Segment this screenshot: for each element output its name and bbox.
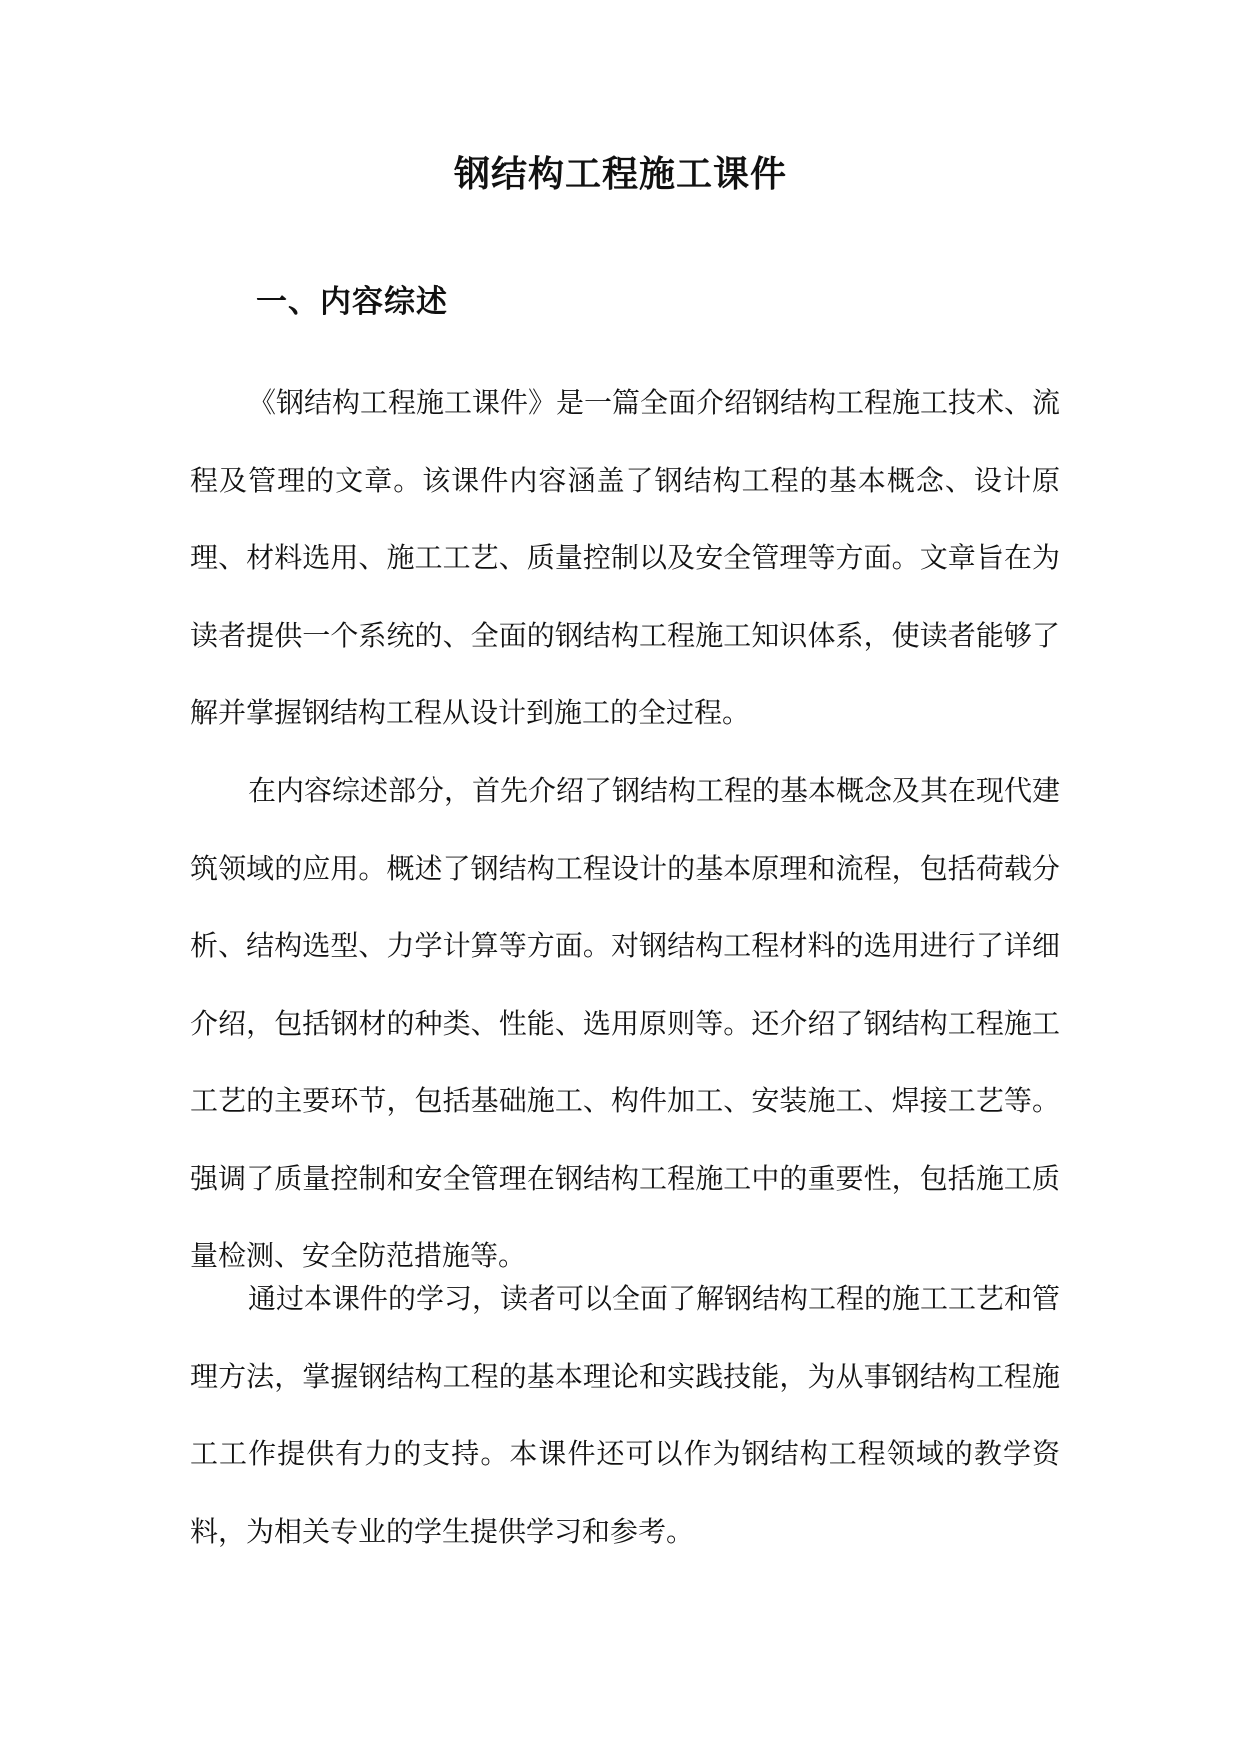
paragraph-3: 通过本课件的学习，读者可以全面了解钢结构工程的施工工艺和管理方法，掌握钢结构工程的基本理论和实践技能，为从事钢结构工程施工工作提供有力的支持。本课件还可以作为钢结构工程领域的教学资料，为相关专业的学生提供学习和参考。 [190, 1282, 1061, 1548]
section-heading: 一、内容综述 [256, 284, 448, 320]
paragraph-2: 在内容综述部分，首先介绍了钢结构工程的基本概念及其在现代建筑领域的应用。概述了钢结构工程设计的基本原理和流程，包括荷载分析、结构选型、力学计算等方面。对钢结构工程材料的选用进行了详细介绍，包括钢材的种类、性能、选用原则等。还介绍了钢结构工程施工工艺的主要环节，包括基础施工、构件加工、安装施工、焊接工艺等。强调了质量控制和安全管理在钢结构工程施工中的重要性，包括施工质量检测、安全防范措施等。 [190, 774, 1061, 1272]
paragraph-1: 《钢结构工程施工课件》是一篇全面介绍钢结构工程施工技术、流程及管理的文章。该课件内容涵盖了钢结构工程的基本概念、设计原理、材料选用、施工工艺、质量控制以及安全管理等方面。文章旨在为读者提供一个系统的、全面的钢结构工程施工知识体系，使读者能够了解并掌握钢结构工程从设计到施工的全过程。 [190, 386, 1061, 729]
document-title: 钢结构工程施工课件 [453, 154, 787, 195]
